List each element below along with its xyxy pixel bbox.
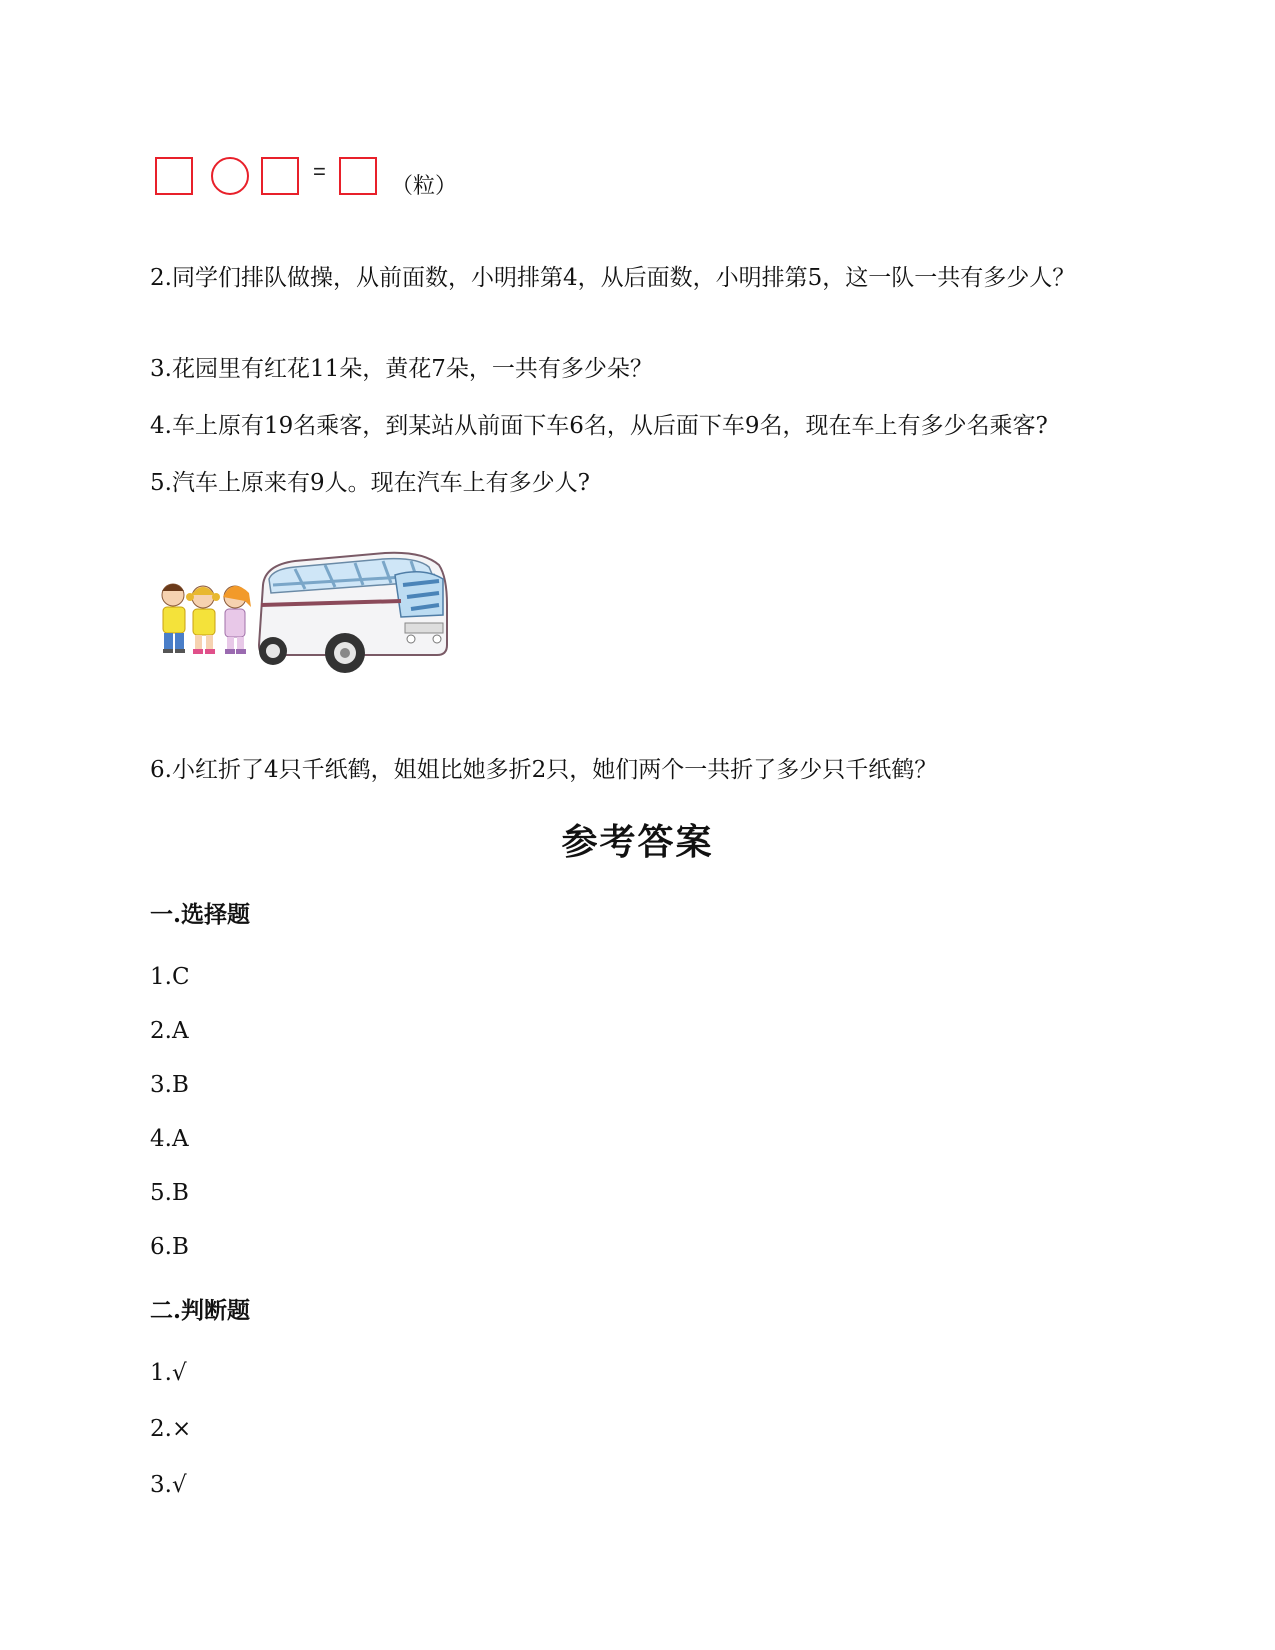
answer-item: 2.×: [150, 1416, 192, 1442]
answer-item: 1.C: [150, 964, 190, 990]
answer-item: 2.A: [150, 1018, 189, 1044]
girl-image: [186, 586, 220, 654]
answer-item: 4.A: [150, 1126, 189, 1152]
answer-box: [261, 157, 299, 195]
answer-item: 3.B: [150, 1072, 189, 1098]
question-5: 5.汽车上原来有9人。现在汽车上有多少人?: [150, 470, 590, 496]
unit-label: （粒）: [391, 174, 458, 199]
question-6: 6.小红折了4只千纸鹤，姐姐比她多折2只，她们两个一共折了多少只千纸鹤？: [150, 757, 938, 783]
equals-sign: =: [313, 159, 326, 184]
answer-item: 3.√: [150, 1472, 187, 1498]
operator-circle: [211, 157, 249, 195]
answer-item: 6.B: [150, 1234, 189, 1260]
girl-image: [223, 586, 251, 654]
answer-box: [339, 157, 377, 195]
equation-template: [155, 157, 485, 201]
question-4: 4.车上原有19名乘客，到某站从前面下车6名，从后面下车9名，现在车上有多少名乘客?: [150, 413, 1048, 439]
answer-item: 5.B: [150, 1180, 189, 1206]
answers-title: 参考答案: [561, 821, 714, 863]
section-title-judgement: 二.判断题: [150, 1297, 251, 1324]
boy-image: [162, 584, 185, 653]
question-2: 2.同学们排队做操，从前面数，小明排第4，从后面数，小明排第5，这一队一共有多少人？: [150, 265, 1076, 291]
section-title-choice: 一.选择题: [150, 901, 251, 928]
answer-box: [155, 157, 193, 195]
answer-item: 1.√: [150, 1360, 187, 1386]
kids-and-bus-illustration: [155, 545, 450, 695]
bus-image: [259, 553, 447, 673]
question-3: 3.花园里有红花11朵，黄花7朵，一共有多少朵？: [150, 356, 653, 382]
